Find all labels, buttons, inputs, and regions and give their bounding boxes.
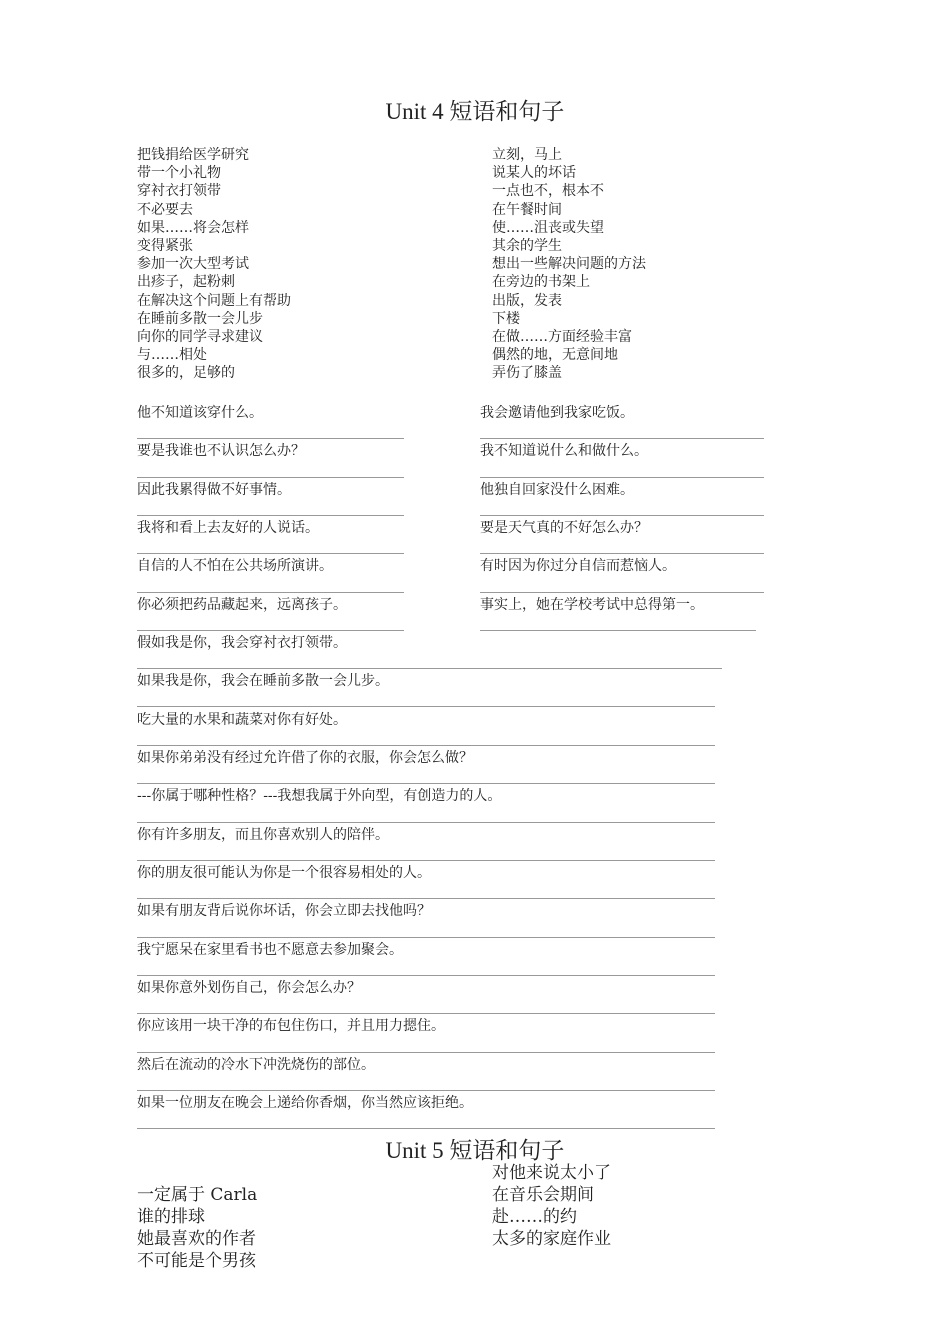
phrase-item: 参加一次大型考试 xyxy=(137,256,249,273)
answer-line[interactable] xyxy=(480,553,764,554)
answer-line[interactable] xyxy=(137,783,715,784)
answer-line[interactable] xyxy=(137,1052,715,1053)
phrase-item: 在音乐会期间 xyxy=(492,1185,594,1205)
sentence-prompt: 你的朋友很可能认为你是一个很容易相处的人。 xyxy=(137,865,431,881)
answer-line[interactable] xyxy=(137,630,404,631)
phrase-item: 不必要去 xyxy=(137,201,193,218)
sentence-prompt: 如果有朋友背后说你坏话，你会立即去找他吗？ xyxy=(137,903,431,919)
answer-line[interactable] xyxy=(137,937,715,938)
answer-line[interactable] xyxy=(137,477,404,478)
phrase-item: 其余的学生 xyxy=(492,238,562,255)
phrase-item: 出疹子，起粉刺 xyxy=(137,274,235,291)
sentence-prompt: 我不知道说什么和做什么。 xyxy=(480,443,648,459)
unit5-phrases-right xyxy=(492,1162,611,1250)
sentence-prompt: 我宁愿呆在家里看书也不愿意去参加聚会。 xyxy=(137,942,403,958)
answer-line[interactable] xyxy=(480,592,764,593)
phrase-item: 立刻，马上 xyxy=(492,147,562,163)
answer-line[interactable] xyxy=(480,477,764,478)
answer-line[interactable] xyxy=(137,822,715,823)
phrase-item: 在做……方面经验丰富 xyxy=(492,329,632,346)
sentence-prompt: 要是我谁也不认识怎么办？ xyxy=(137,443,305,459)
answer-line[interactable] xyxy=(137,706,715,707)
sentence-prompt: 假如我是你，我会穿衬衣打领带。 xyxy=(137,635,347,651)
phrase-item: 带一个小礼物 xyxy=(137,165,221,182)
phrase-item: 谁的排球 xyxy=(137,1207,205,1227)
phrase-item: 与……相处 xyxy=(137,347,207,364)
phrase-item: 说某人的坏话 xyxy=(492,165,576,182)
sentence-prompt: 如果一位朋友在晚会上递给你香烟，你当然应该拒绝。 xyxy=(137,1095,473,1111)
phrase-item: 如果……将会怎样 xyxy=(137,219,249,236)
phrase-item: 对他来说太小了 xyxy=(492,1163,611,1183)
answer-line[interactable] xyxy=(137,438,404,439)
phrase-item: 很多的，足够的 xyxy=(137,365,235,382)
phrase-item: 不可能是个男孩 xyxy=(137,1251,256,1271)
answer-line[interactable] xyxy=(137,668,722,669)
phrase-item: 赴……的约 xyxy=(492,1207,577,1227)
sentence-prompt: 他不知道该穿什么。 xyxy=(137,405,263,421)
phrase-item: 把钱捐给医学研究 xyxy=(137,147,249,163)
sentence-prompt: 要是天气真的不好怎么办？ xyxy=(480,520,648,536)
answer-line[interactable] xyxy=(137,860,715,861)
phrase-item: 向你的同学寻求建议 xyxy=(137,329,263,346)
sentence-prompt: 因此我累得做不好事情。 xyxy=(137,482,291,498)
phrase-item: 想出一些解决问题的方法 xyxy=(492,256,646,273)
sentence-prompt: 然后在流动的冷水下冲洗烧伤的部位。 xyxy=(137,1057,375,1073)
answer-line[interactable] xyxy=(137,592,404,593)
phrase-item: 一定属于 Carla xyxy=(137,1185,258,1205)
unit4-phrases-left xyxy=(137,146,291,383)
phrase-item: 弄伤了膝盖 xyxy=(492,365,562,382)
sentence-prompt: 吃大量的水果和蔬菜对你有好处。 xyxy=(137,712,347,728)
phrase-item: 下楼 xyxy=(492,310,520,327)
phrase-item: 一点也不，根本不 xyxy=(492,183,604,200)
sentence-prompt: ---你属于哪种性格？---我想我属于外向型，有创造力的人。 xyxy=(137,788,502,804)
sentence-prompt: 如果你弟弟没有经过允许借了你的衣服，你会怎么做？ xyxy=(137,750,473,766)
answer-line[interactable] xyxy=(137,1128,715,1129)
unit5-title: Unit 5 短语和句子 xyxy=(385,1138,565,1163)
sentence-prompt: 如果我是你，我会在睡前多散一会儿步。 xyxy=(137,673,389,689)
answer-line[interactable] xyxy=(480,630,756,631)
answer-line[interactable] xyxy=(137,515,404,516)
sentence-prompt: 你必须把药品藏起来，远离孩子。 xyxy=(137,597,347,613)
phrase-item: 穿衬衣打领带 xyxy=(137,183,221,200)
sentence-prompt: 自信的人不怕在公共场所演讲。 xyxy=(137,558,333,574)
answer-line[interactable] xyxy=(480,515,764,516)
phrase-item: 出版，发表 xyxy=(492,292,562,309)
answer-line[interactable] xyxy=(137,745,715,746)
phrase-item: 使……沮丧或失望 xyxy=(492,219,604,236)
unit4-title: Unit 4 短语和句子 xyxy=(385,99,565,124)
sentence-prompt: 你应该用一块干净的布包住伤口，并且用力摁住。 xyxy=(137,1018,445,1034)
sentence-prompt: 他独自回家没什么困难。 xyxy=(480,482,634,498)
phrase-item: 她最喜欢的作者 xyxy=(137,1229,256,1249)
unit5-phrases-left xyxy=(137,1184,257,1272)
answer-line[interactable] xyxy=(137,898,715,899)
phrase-item: 偶然的地，无意间地 xyxy=(492,347,618,364)
sentence-prompt: 事实上，她在学校考试中总得第一。 xyxy=(480,597,704,613)
answer-line[interactable] xyxy=(480,438,764,439)
phrase-item: 在午餐时间 xyxy=(492,201,562,218)
answer-line[interactable] xyxy=(137,975,715,976)
sentence-prompt: 我会邀请他到我家吃饭。 xyxy=(480,405,634,421)
phrase-item: 太多的家庭作业 xyxy=(492,1229,611,1249)
phrase-item: 在旁边的书架上 xyxy=(492,274,590,291)
answer-line[interactable] xyxy=(137,1090,715,1091)
sentence-prompt: 我将和看上去友好的人说话。 xyxy=(137,520,319,536)
unit4-phrases-right xyxy=(492,146,646,383)
phrase-item: 在睡前多散一会儿步 xyxy=(137,310,263,327)
sentence-prompt: 你有许多朋友，而且你喜欢别人的陪伴。 xyxy=(137,827,389,843)
sentence-prompt: 有时因为你过分自信而惹恼人。 xyxy=(480,558,676,574)
phrase-item: 变得紧张 xyxy=(137,238,193,255)
sentence-prompt: 如果你意外划伤自己，你会怎么办？ xyxy=(137,980,361,996)
phrase-item: 在解决这个问题上有帮助 xyxy=(137,292,291,309)
answer-line[interactable] xyxy=(137,1013,715,1014)
answer-line[interactable] xyxy=(137,553,404,554)
